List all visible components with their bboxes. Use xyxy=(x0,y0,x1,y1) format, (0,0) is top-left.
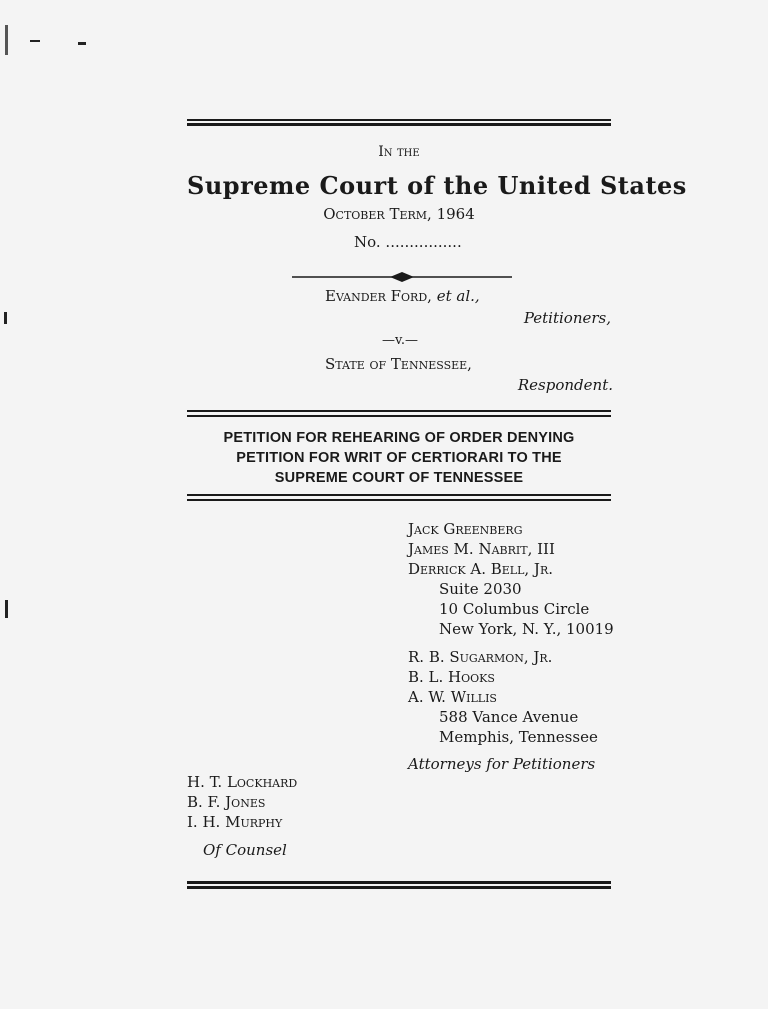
versus-label: —v.— xyxy=(382,333,418,348)
address-line: New York, N. Y., 10019 xyxy=(439,620,614,638)
address-line: Suite 2030 xyxy=(439,580,522,598)
title-line-1: PETITION FOR REHEARING OF ORDER DENYING xyxy=(223,430,575,446)
attorney-name: A. W. Willis xyxy=(408,688,497,706)
title-top-rule xyxy=(187,410,611,417)
counsel-name: H. T. Lockhard xyxy=(187,773,298,791)
title-line-3: SUPREME COURT OF TENNESSEE xyxy=(274,470,524,486)
docket-number: No. ................ xyxy=(354,233,462,251)
petitioner-role: Petitioners, xyxy=(523,309,611,327)
scan-mark xyxy=(4,312,7,324)
counsel-role: Of Counsel xyxy=(203,841,287,859)
court-name: Supreme Court of the United States xyxy=(187,171,687,200)
petitioner-line xyxy=(325,287,480,305)
document-title xyxy=(187,428,611,488)
top-rule xyxy=(187,119,611,126)
bottom-rule xyxy=(187,881,611,889)
in-the-label: In the xyxy=(378,144,420,160)
respondent-role: Respondent. xyxy=(517,376,613,394)
address-line: 588 Vance Avenue xyxy=(439,708,579,726)
petitioner-name: Evander Ford, xyxy=(325,287,432,305)
title-bottom-rule xyxy=(187,494,611,501)
counsel-name: I. H. Murphy xyxy=(187,813,283,831)
scan-mark xyxy=(5,25,8,55)
attorney-name: R. B. Sugarmon, Jr. xyxy=(408,648,553,666)
scan-mark xyxy=(78,42,86,45)
title-line-2: PETITION FOR WRIT OF CERTIORARI TO THE xyxy=(236,450,562,466)
ornament-divider xyxy=(292,268,512,280)
attorney-name: James M. Nabrit, III xyxy=(408,540,555,558)
term-label: October Term, 1964 xyxy=(323,205,475,223)
attorney-name: Derrick A. Bell, Jr. xyxy=(408,560,553,578)
address-line: Memphis, Tennessee xyxy=(439,728,598,746)
scan-mark xyxy=(5,600,8,618)
attorneys-role: Attorneys for Petitioners xyxy=(408,755,596,773)
respondent-name: State of Tennessee, xyxy=(325,355,472,373)
attorney-name: B. L. Hooks xyxy=(408,668,495,686)
address-line: 10 Columbus Circle xyxy=(439,600,590,618)
scan-mark xyxy=(30,40,40,42)
counsel-name: B. F. Jones xyxy=(187,793,266,811)
attorney-name: Jack Greenberg xyxy=(408,520,523,538)
petitioner-etal: et al., xyxy=(436,287,480,305)
